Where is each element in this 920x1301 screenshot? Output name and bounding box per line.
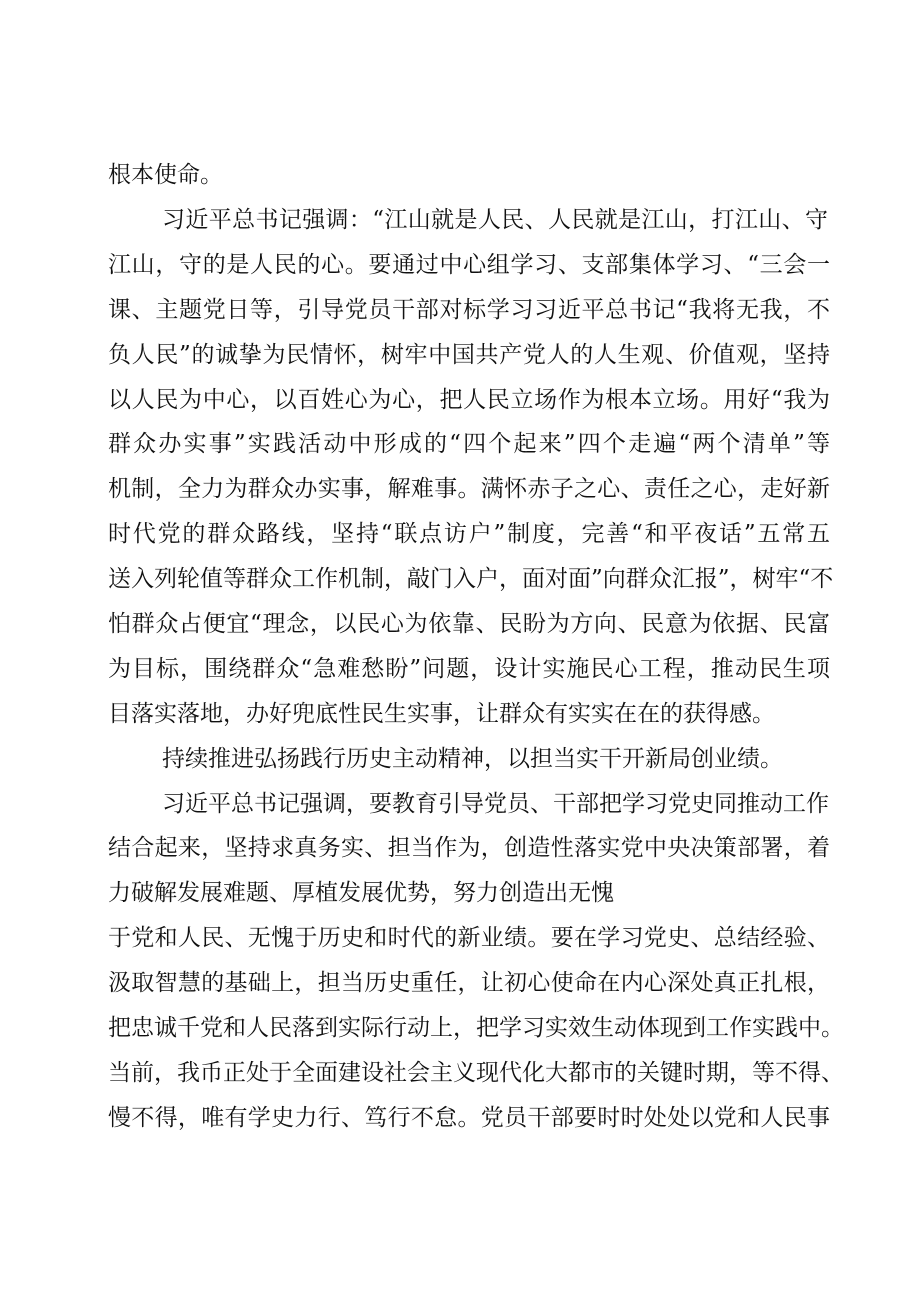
text-line: 习近平总书记强调：“江山就是人民、人民就是江山，打江山、守 — [162, 207, 828, 233]
text-line: 把忠诚千党和人民落到实际行动上，把学习实效生动体现到工作实践中。 — [108, 1015, 844, 1041]
text-line: 汲取智慧的基础上，担当历史重任，让初心使命在内心深处真正扎根， — [108, 970, 830, 996]
text-line: 江山，守的是人民的心。要通过中心组学习、支部集体学习、“三会一 — [108, 252, 830, 278]
text-line: 结合起来，坚持求真务实、担当作为，创造性落实党中央决策部署，着 — [108, 835, 830, 861]
text-line: 怕群众占便宜“理念，以民心为依靠、民盼为方向、民意为依据、民富 — [108, 611, 830, 637]
text-line: 力破解发展难题、厚植发展优势，努力创造出无愧 — [108, 880, 614, 906]
text-line: 目落实落地，办好兜底性民生实事，让群众有实实在在的获得感。 — [108, 701, 775, 727]
text-line: 当前，我币正处于全面建设社会主义现代化大都市的关键时期，等不得、 — [108, 1060, 844, 1086]
text-line: 时代党的群众路线，坚持“联点访户”制度，完善“和平夜话”五常五 — [108, 521, 830, 547]
text-line: 机制，全力为群众办实事，解难事。满怀赤子之心、责任之心，走好新 — [108, 476, 830, 502]
text-line: 根本使命。 — [108, 162, 223, 188]
text-line: 课、主题党日等，引导党员干部对标学习习近平总书记“我将无我，不 — [108, 297, 830, 323]
text-line: 习近平总书记强调，要教育引导党员、干部把学习党史同推动工作 — [162, 791, 829, 817]
text-line: 于党和人民、无愧于历史和时代的新业绩。要在学习党史、总结经验、 — [108, 925, 830, 951]
text-line: 负人民”的诚挚为民情怀，树牢中国共产党人的人生观、价值观，坚持 — [108, 342, 830, 368]
text-line: 送入列轮值等群众工作机制，敲门入户，面对面”向群众汇报”，树牢“不 — [108, 566, 834, 592]
paragraph-heading: 持续推进弘扬践行历史主动精神，以担当实干开新局创业绩。 — [162, 746, 783, 772]
text-line: 群众办实事”实践活动中形成的“四个起来”四个走遍“两个清单”等 — [108, 431, 830, 457]
text-line: 慢不得，唯有学史力行、笃行不怠。党员干部要时时处处以党和人民事 — [108, 1105, 830, 1131]
text-line: 为目标，围绕群众“急难愁盼”问题，设计实施民心工程，推动民生项 — [108, 656, 830, 682]
text-line: 以人民为中心，以百姓心为心，把人民立场作为根本立场。用好“我为 — [108, 387, 830, 413]
